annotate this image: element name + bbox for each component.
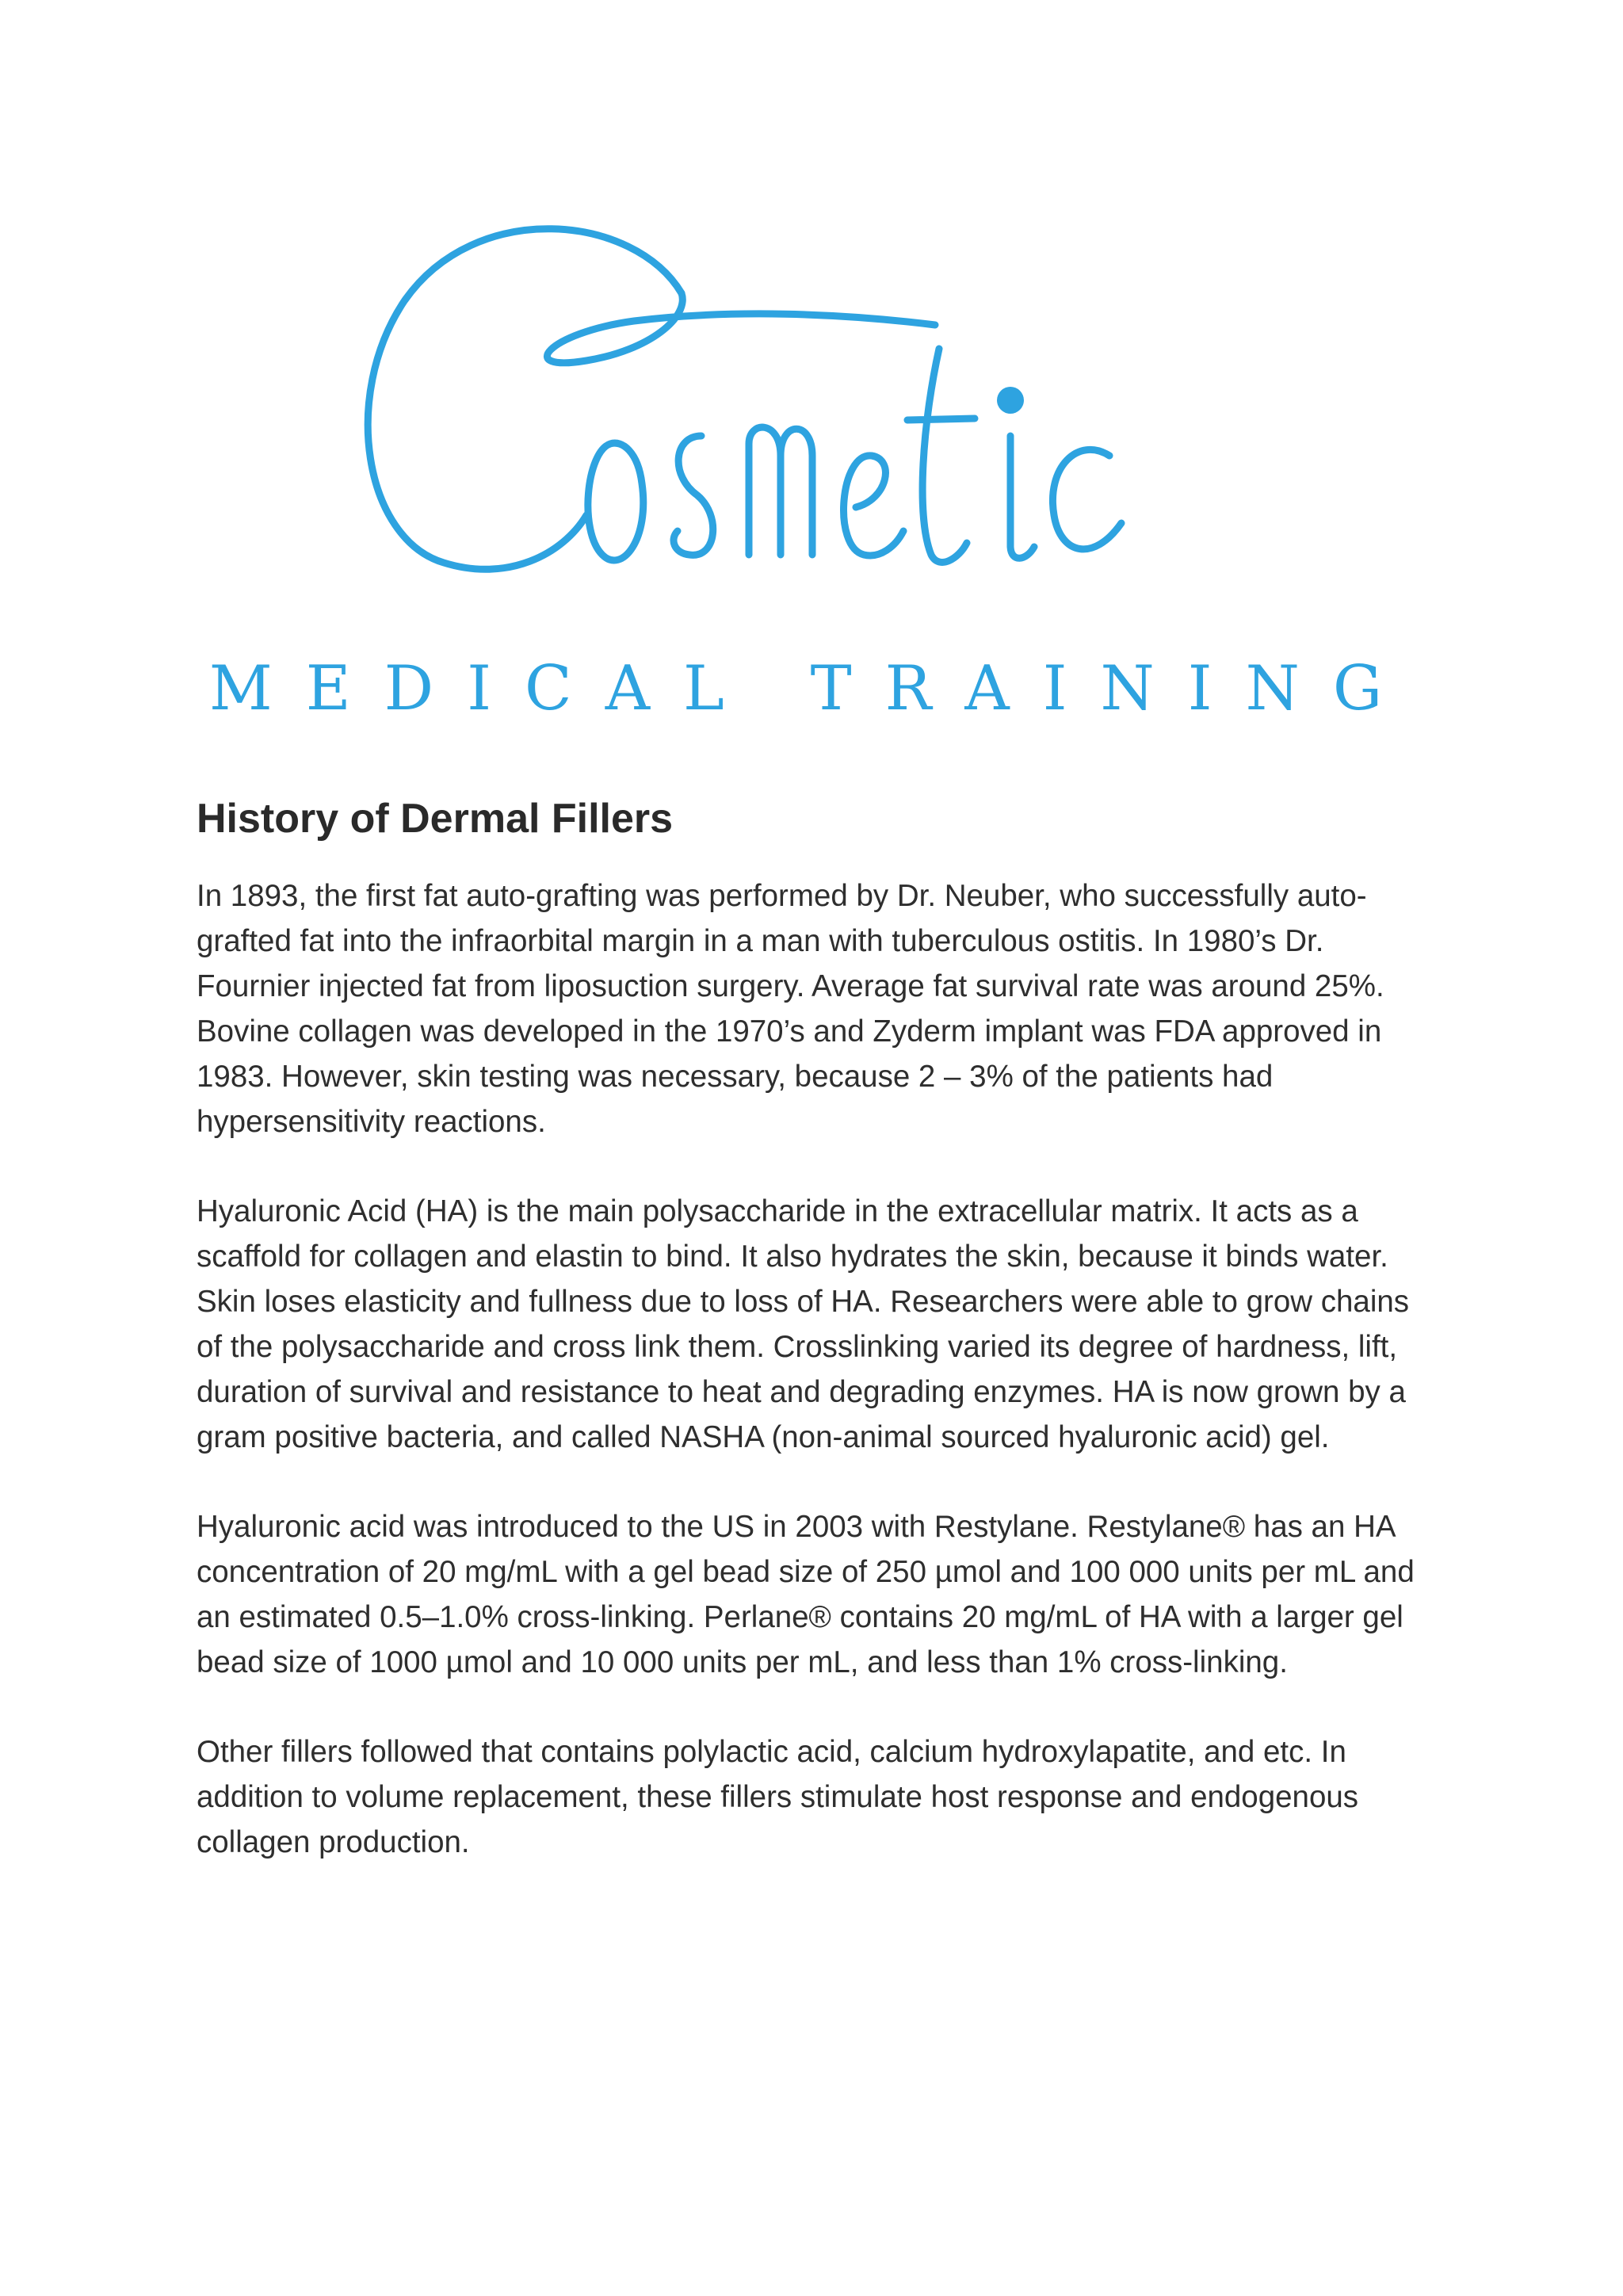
document-title: History of Dermal Fillers [197, 796, 674, 842]
logo-tagline: MEDICAL TRAINING [208, 653, 1416, 724]
logo-i-dot [997, 387, 1024, 414]
paragraph-restylane-perlane: Hyaluronic acid was introduced to the US in 2003 with Restylane. Restylane® has an HA concentration of 20 mg/mL with a gel bead size of 250 µmol and 100 000 units per mL and an estimated 0.5–1.0% cross-linking. Perlane® contains 20 mg/mL of HA with a larger gel bead size of 1000 µmol and 10 000 units per mL, and less than 1% cross-linking. [197, 1510, 1415, 1679]
cosmetic-medical-training-logo [208, 182, 1416, 729]
logo-graphic [208, 182, 1416, 729]
paragraph-fat-grafting-history: In 1893, the first fat auto-grafting was performed by Dr. Neuber, who successfully auto-grafted fat into the infraorbital margin in a man with tuberculous ostitis. In 1980’s Dr. Fournier injected fat from liposuction surgery. Average fat survival rate was around 25%. Bovine collagen was developed in the 1970’s and Zyderm implant was FDA approved in 1983. However, skin testing was necessary, because 2 – 3% of the patients had hypersensitivity reactions. [197, 879, 1384, 1139]
document-body [197, 791, 1433, 1909]
paragraph-other-fillers: Other fillers followed that contains polylactic acid, calcium hydroxylapatite, and etc. In addition to volume replacement, these fillers stimulate host response and endogenous collagen production. [197, 1735, 1359, 1859]
paragraph-hyaluronic-acid: Hyaluronic Acid (HA) is the main polysaccharide in the extracellular matrix. It acts as a scaffold for collagen and elastin to bind. It also hydrates the skin, because it binds water. Skin loses elasticity and fullness due to loss of HA. Researchers were able to grow chains of the polysaccharide and cross link them. Crosslinking varied its degree of hardness, lift, duration of survival and resistance to heat and degrading enzymes. HA is now grown by a gram positive bacteria, and called NASHA (non-animal sourced hyaluronic acid) gel. [197, 1194, 1410, 1454]
